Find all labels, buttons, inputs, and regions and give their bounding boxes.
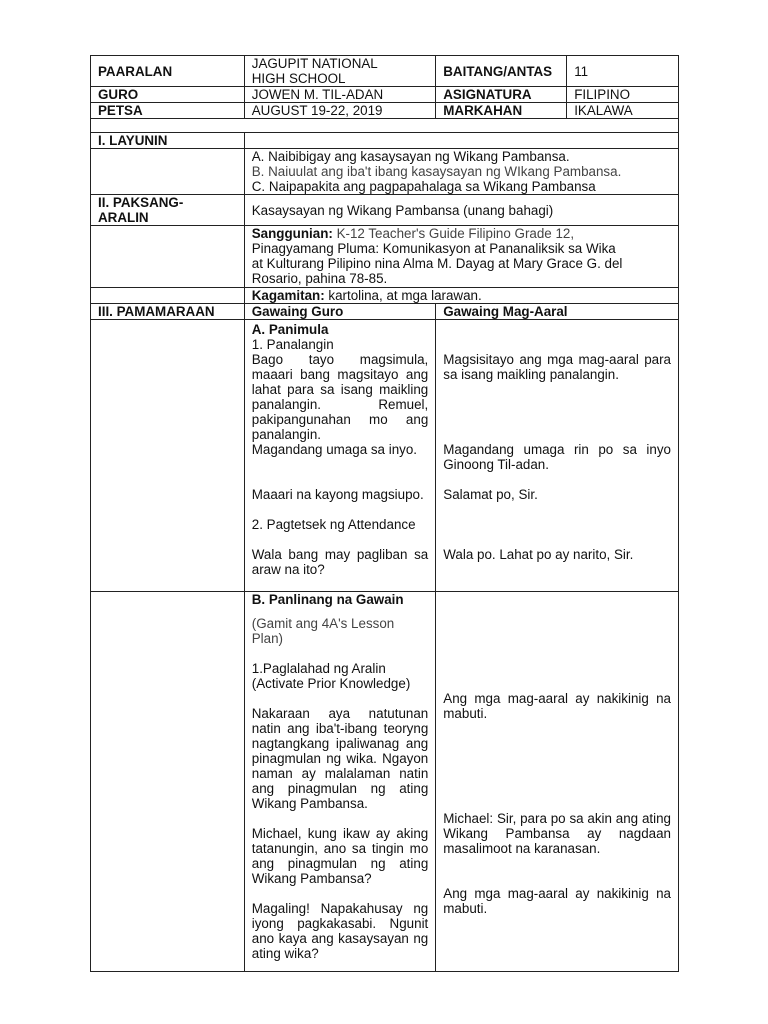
sanggunian-line1: K-12 Teacher's Guide Filipino Grade 12, — [332, 226, 575, 241]
panlinang-left-empty — [91, 592, 245, 972]
petsa-value: AUGUST 19-22, 2019 — [244, 103, 436, 119]
guro-text: Maaari na kayong magsiupo. — [251, 487, 424, 502]
mag-aaral-text: Salamat po, Sir. — [443, 487, 538, 502]
col-gawaing-mag-aaral: Gawaing Mag-Aaral — [436, 304, 679, 320]
guro-label: GURO — [91, 87, 245, 103]
attendance-heading: 2. Pagtetsek ng Attendance — [251, 517, 416, 532]
mag-aaral-text: Ang mga mag-aaral ay nakikinig na mabuti. — [443, 886, 671, 916]
mag-aaral-text: Michael: Sir, para po sa akin ang ating Wikang Pambansa ay nagdaan masalimoot na karanasan. — [443, 811, 671, 856]
layunin-label-empty — [244, 133, 678, 149]
guro-text: Magandang umaga sa inyo. — [251, 442, 418, 457]
layunin-item: C. Naipapakita ang pagpapahalaga sa Wikang Pambansa — [251, 179, 596, 194]
paaralan-value — [244, 56, 436, 87]
panimula-guro — [244, 320, 436, 592]
mag-aaral-text: Magandang umaga rin po sa inyo Ginoong Til-adan. — [443, 442, 671, 472]
paksang-aralin-label — [91, 195, 245, 226]
panimula-left-empty — [91, 320, 245, 592]
baitang-value: 11 — [567, 56, 679, 87]
col-gawaing-guro: Gawaing Guro — [244, 304, 436, 320]
panimula-mag-aaral — [436, 320, 679, 592]
pamamaraan-label: III. PAMAMARAAN — [91, 304, 245, 320]
paaralan-label: PAARALAN — [91, 56, 245, 87]
kagamitan-left-empty — [91, 288, 245, 304]
paglalahad-heading-line2: (Activate Prior Knowledge) — [251, 676, 411, 691]
markahan-label: MARKAHAN — [436, 103, 567, 119]
asignatura-label: ASIGNATURA — [436, 87, 567, 103]
markahan-value: IKALAWA — [567, 103, 679, 119]
paksang-aralin-value: Kasaysayan ng Wikang Pambansa (unang bahagi) — [244, 195, 678, 226]
guro-text: Nakaraan aya natutunan natin ang iba't-ibang teoryng nagtangkang ipaliwanag ang pinagmulan ng wika. Ngayon naman ay malalaman natin ang pinagmulan ng ating Wikang Pambansa. — [251, 706, 429, 811]
layunin-left-empty — [91, 149, 245, 195]
guro-value: JOWEN M. TIL-ADAN — [244, 87, 436, 103]
kagamitan-label: Kagamitan: — [251, 288, 325, 303]
asignatura-value: FILIPINO — [567, 87, 679, 103]
mag-aaral-text: Ang mga mag-aaral ay nakikinig na mabuti. — [443, 691, 671, 721]
layunin-items — [244, 149, 678, 195]
gamit-note: (Gamit ang 4A's Lesson Plan) — [251, 616, 395, 646]
sanggunian-label: Sanggunian: — [251, 226, 333, 241]
paglalahad-heading-line1: 1.Paglalahad ng Aralin — [251, 661, 386, 676]
guro-text: Magaling! Napakahusay ng iyong pagkakasabi. Ngunit ano kaya ang kasaysayan ng ating wika? — [251, 901, 429, 961]
paksang-aralin-label-line2: ARALIN — [98, 210, 149, 225]
sanggunian-line2: Pinagyamang Pluma: Komunikasyon at Pananaliksik sa Wika — [251, 241, 616, 256]
sanggunian-line3: at Kulturang Pilipino nina Alma M. Dayag at Mary Grace G. del — [251, 256, 623, 271]
paaralan-value-line1: JAGUPIT NATIONAL — [251, 56, 378, 71]
baitang-label: BAITANG/ANTAS — [436, 56, 567, 87]
guro-text: Wala bang may pagliban sa araw na ito? — [251, 547, 429, 577]
mag-aaral-text: Magsisitayo ang mga mag-aaral para sa isang maikling panalangin. — [443, 352, 671, 382]
panalangin-heading: 1. Panalangin — [251, 337, 334, 352]
paaralan-value-line2: HIGH SCHOOL — [251, 71, 346, 86]
mag-aaral-text: Wala po. Lahat po ay narito, Sir. — [443, 547, 634, 562]
guro-text: Michael, kung ikaw ay aking tatanungin, ano sa tingin mo ang pinagmulan ng ating Wikang Pambansa? — [251, 826, 429, 886]
section-b-title: B. Panlinang na Gawain — [251, 592, 404, 607]
sanggunian-left-empty — [91, 226, 245, 288]
guro-text: Bago tayo magsimula, maaari bang magsitayo ang lahat para sa isang maikling panalangin. Remuel, pakipangunahan mo ang panalangin. — [251, 352, 429, 442]
lesson-plan-table — [90, 55, 679, 972]
petsa-label: PETSA — [91, 103, 245, 119]
layunin-label: I. LAYUNIN — [91, 133, 245, 149]
kagamitan-cell — [244, 288, 678, 304]
kagamitan-value: kartolina, at mga larawan. — [324, 288, 482, 303]
layunin-item: A. Naibibigay ang kasaysayan ng Wikang Pambansa. — [251, 149, 570, 164]
layunin-item: B. Naiuulat ang iba't ibang kasaysayan ng WIkang Pambansa. — [251, 164, 622, 179]
panlinang-mag-aaral — [436, 592, 679, 972]
sanggunian-cell — [244, 226, 678, 288]
spacer-row — [91, 119, 679, 133]
paksang-aralin-label-line1: II. PAKSANG- — [98, 195, 184, 210]
section-a-title: A. Panimula — [251, 322, 329, 337]
panlinang-guro — [244, 592, 436, 972]
sanggunian-line4: Rosario, pahina 78-85. — [251, 271, 388, 286]
